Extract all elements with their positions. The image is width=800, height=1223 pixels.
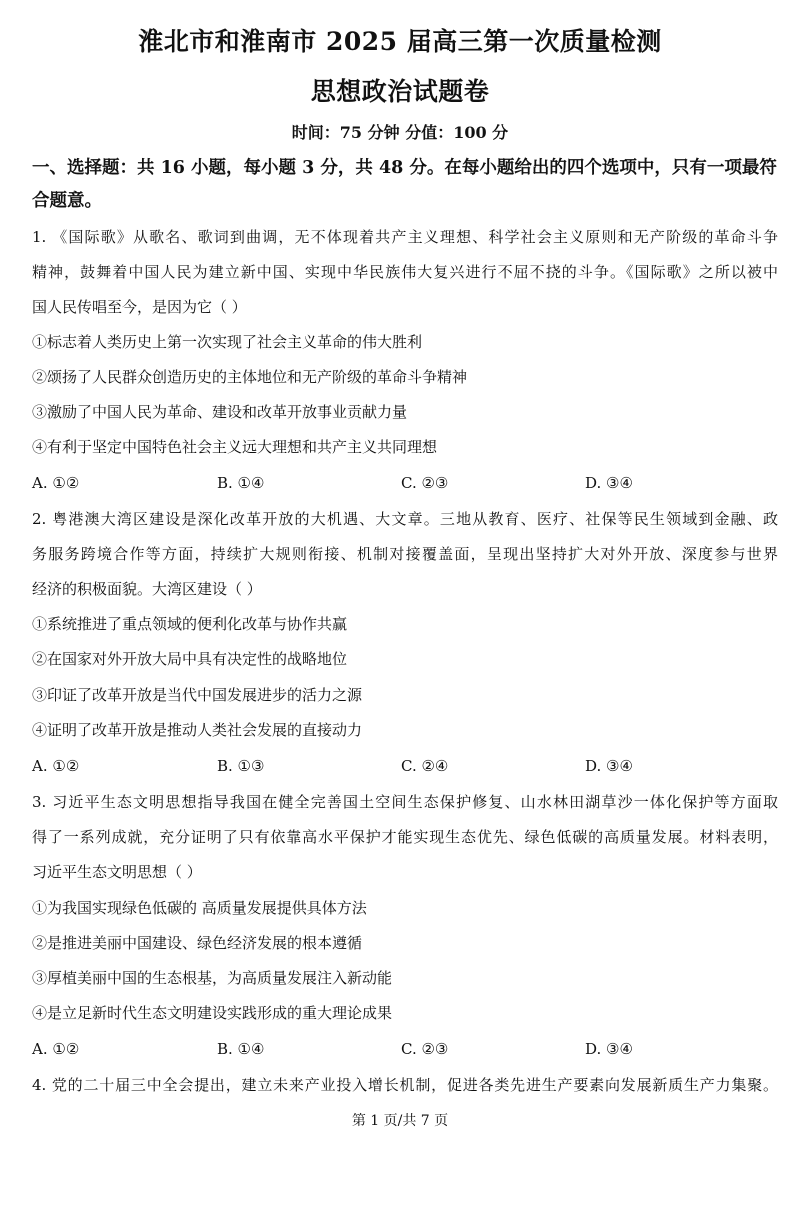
- question-3-stem-line: 习近平生态文明思想（ ）: [32, 863, 202, 881]
- question-1-stem-line: 国人民传唱至今，是因为它（ ）: [32, 298, 247, 316]
- question-2-stem-line: 2. 粤港澳大湾区建设是深化改革开放的大机遇、大文章。三地从教育、医疗、社保等民生领域到金融、政: [32, 510, 778, 528]
- question-2-statement: ②在国家对外开放大局中具有决定性的战略地位: [32, 650, 348, 668]
- question-4-stem-line: 4. 党的二十届三中全会提出，建立未来产业投入增长机制，促进各类先进生产要素向发展新质生产力集聚。: [32, 1076, 778, 1094]
- question-3-option-a: A. ①②: [32, 1040, 80, 1058]
- question-1-option-c: C. ②③: [401, 474, 449, 492]
- question-2-statement: ③印证了改革开放是当代中国发展进步的活力之源: [32, 686, 363, 704]
- question-1-option-d: D. ③④: [585, 474, 633, 492]
- question-3-statement: ①为我国实现绿色低碳的 高质量发展提供具体方法: [32, 899, 367, 917]
- question-1-option-a: A. ①②: [32, 474, 80, 492]
- section-heading: 一、选择题：共 16 小题，每小题 3 分，共 48 分。在每小题给出的四个选项中，只有一项最符合题意。: [32, 158, 777, 211]
- question-2-stem-line: 务服务跨境合作等方面，持续扩大规则衔接、机制对接覆盖面，呈现出坚持扩大对外开放、深度参与世界: [32, 545, 778, 563]
- question-3-statement: ④是立足新时代生态文明建设实践形成的重大理论成果: [32, 1004, 393, 1022]
- question-1-stem-line: 精神，鼓舞着中国人民为建立新中国、实现中华民族伟大复兴进行不屈不挠的斗争。《国际歌》之所以被中: [32, 263, 778, 281]
- question-3-option-d: D. ③④: [585, 1040, 633, 1058]
- question-2-option-d: D. ③④: [585, 757, 633, 775]
- exam-title: 淮北市和淮南市 2025 届高三第一次质量检测: [138, 27, 662, 56]
- page-indicator: 第 1 页/共 7 页: [351, 1113, 449, 1129]
- subject-title: 思想政治试题卷: [310, 77, 490, 106]
- question-3-stem-line: 得了一系列成就，充分证明了只有依靠高水平保护才能实现生态优先、绿色低碳的高质量发展。材料表明，: [32, 828, 778, 846]
- question-2-option-c: C. ②④: [401, 757, 449, 775]
- question-1-statement: ④有利于坚定中国特色社会主义远大理想和共产主义共同理想: [32, 438, 438, 456]
- question-1-statement: ③激励了中国人民为革命、建设和改革开放事业贡献力量: [32, 403, 408, 421]
- question-1-option-b: B. ①④: [217, 474, 265, 492]
- question-3-statement: ③厚植美丽中国的生态根基，为高质量发展注入新动能: [32, 969, 393, 987]
- question-3-statement: ②是推进美丽中国建设、绿色经济发展的根本遵循: [32, 934, 363, 952]
- question-3-stem-line: 3. 习近平生态文明思想指导我国在健全完善国土空间生态保护修复、山水林田湖草沙一体化保护等方面取: [32, 793, 778, 811]
- question-2-option-a: A. ①②: [32, 757, 80, 775]
- question-3-option-b: B. ①④: [217, 1040, 265, 1058]
- question-1-statement: ①标志着人类历史上第一次实现了社会主义革命的伟大胜利: [32, 333, 423, 351]
- question-2-statement: ①系统推进了重点领域的便利化改革与协作共赢: [32, 615, 348, 633]
- question-3-option-c: C. ②③: [401, 1040, 449, 1058]
- question-2-option-b: B. ①③: [217, 757, 265, 775]
- question-1-stem-line: 1. 《国际歌》从歌名、歌词到曲调，无不体现着共产主义理想、科学社会主义原则和无产阶级的革命斗争: [32, 228, 778, 246]
- question-2-stem-line: 经济的积极面貌。大湾区建设（ ）: [32, 580, 262, 598]
- question-1-statement: ②颂扬了人民群众创造历史的主体地位和无产阶级的革命斗争精神: [32, 368, 468, 386]
- question-2-statement: ④证明了改革开放是推动人类社会发展的直接动力: [32, 721, 363, 739]
- exam-info: 时间：75 分钟 分值：100 分: [291, 123, 509, 142]
